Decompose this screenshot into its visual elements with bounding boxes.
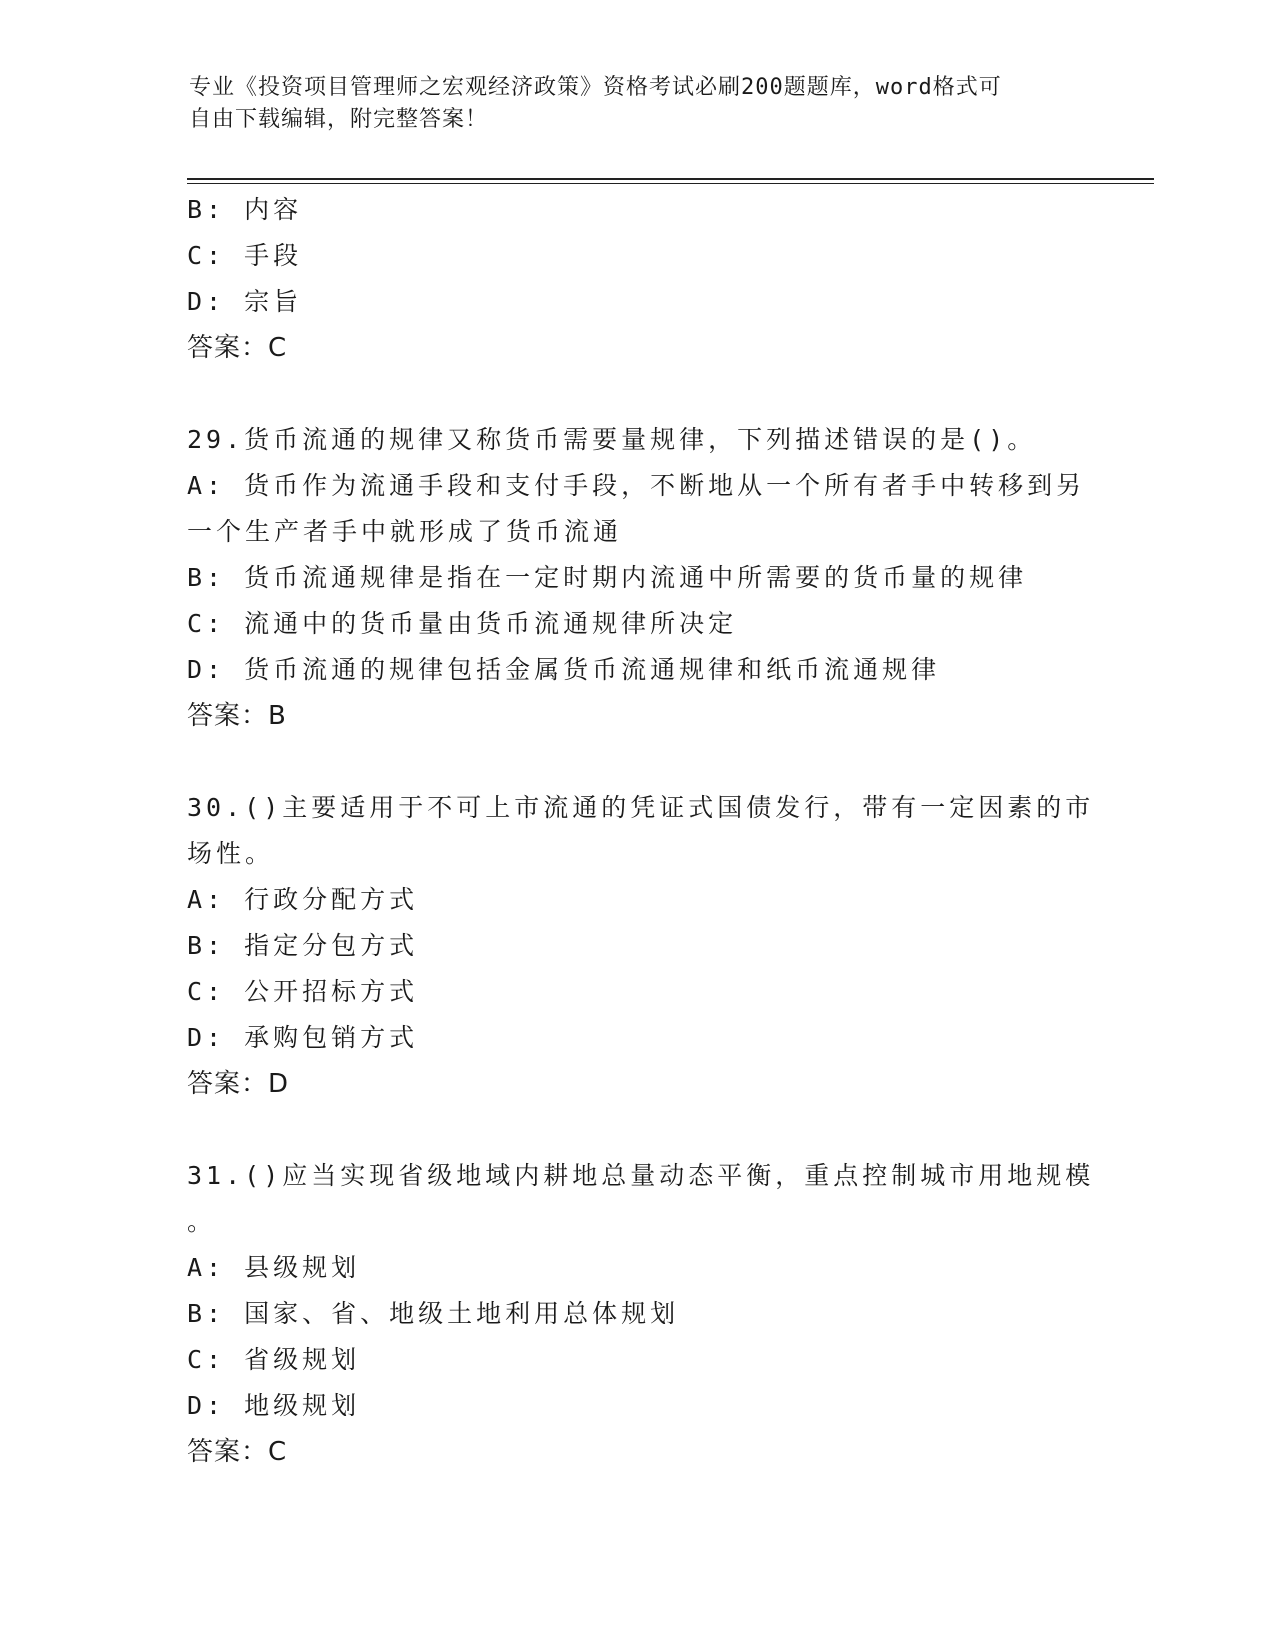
question-block	[187, 187, 1087, 371]
option-line: B: 指定分包方式	[187, 931, 419, 960]
question-stem: 29.货币流通的规律又称货币需要量规律，下列描述错误的是()。	[187, 425, 1037, 454]
header-divider-thick	[187, 178, 1154, 180]
option-line: D: 货币流通的规律包括金属货币流通规律和纸币流通规律	[187, 655, 941, 684]
answer-line: 答案：D	[187, 1069, 290, 1099]
option-line: C: 公开招标方式	[187, 977, 419, 1006]
option-line: A: 货币作为流通手段和支付手段，不断地从一个所有者手中转移到另	[187, 471, 1086, 500]
option-line: 一个生产者手中就形成了货币流通	[187, 517, 623, 546]
header-title-line-2: 自由下载编辑，附完整答案！	[189, 107, 489, 132]
option-line: A: 县级规划	[187, 1253, 361, 1282]
option-line: C: 省级规划	[187, 1345, 361, 1374]
question-block	[187, 417, 1087, 739]
answer-line: 答案：C	[187, 333, 288, 363]
answer-line: 答案：B	[187, 701, 287, 731]
header-divider-thin	[187, 183, 1154, 184]
option-line: C: 手段	[187, 241, 303, 270]
answer-line: 答案：C	[187, 1437, 288, 1467]
option-line: B: 货币流通规律是指在一定时期内流通中所需要的货币量的规律	[187, 563, 1028, 592]
option-line: D: 地级规划	[187, 1391, 361, 1420]
option-line: B: 内容	[187, 195, 303, 224]
question-block	[187, 1153, 1095, 1475]
question-block	[187, 785, 1095, 1107]
option-line: C: 流通中的货币量由货币流通规律所决定	[187, 609, 738, 638]
document-header	[189, 72, 1069, 136]
question-stem: 。	[187, 1207, 217, 1236]
option-line: B: 国家、省、地级土地利用总体规划	[187, 1299, 680, 1328]
header-title-line-1: 专业《投资项目管理师之宏观经济政策》资格考试必刷200题题库，word格式可	[189, 75, 1002, 100]
question-stem: 31.()应当实现省级地域内耕地总量动态平衡，重点控制城市用地规模	[187, 1161, 1095, 1190]
question-stem: 30.()主要适用于不可上市流通的凭证式国债发行，带有一定因素的市	[187, 793, 1095, 822]
question-spacer	[187, 1107, 1087, 1153]
option-line: D: 承购包销方式	[187, 1023, 419, 1052]
option-line: D: 宗旨	[187, 287, 303, 316]
question-list	[187, 187, 1095, 1475]
option-line: A: 行政分配方式	[187, 885, 419, 914]
question-spacer	[187, 739, 1087, 785]
question-stem: 场性。	[187, 839, 275, 868]
question-spacer	[187, 371, 1087, 417]
